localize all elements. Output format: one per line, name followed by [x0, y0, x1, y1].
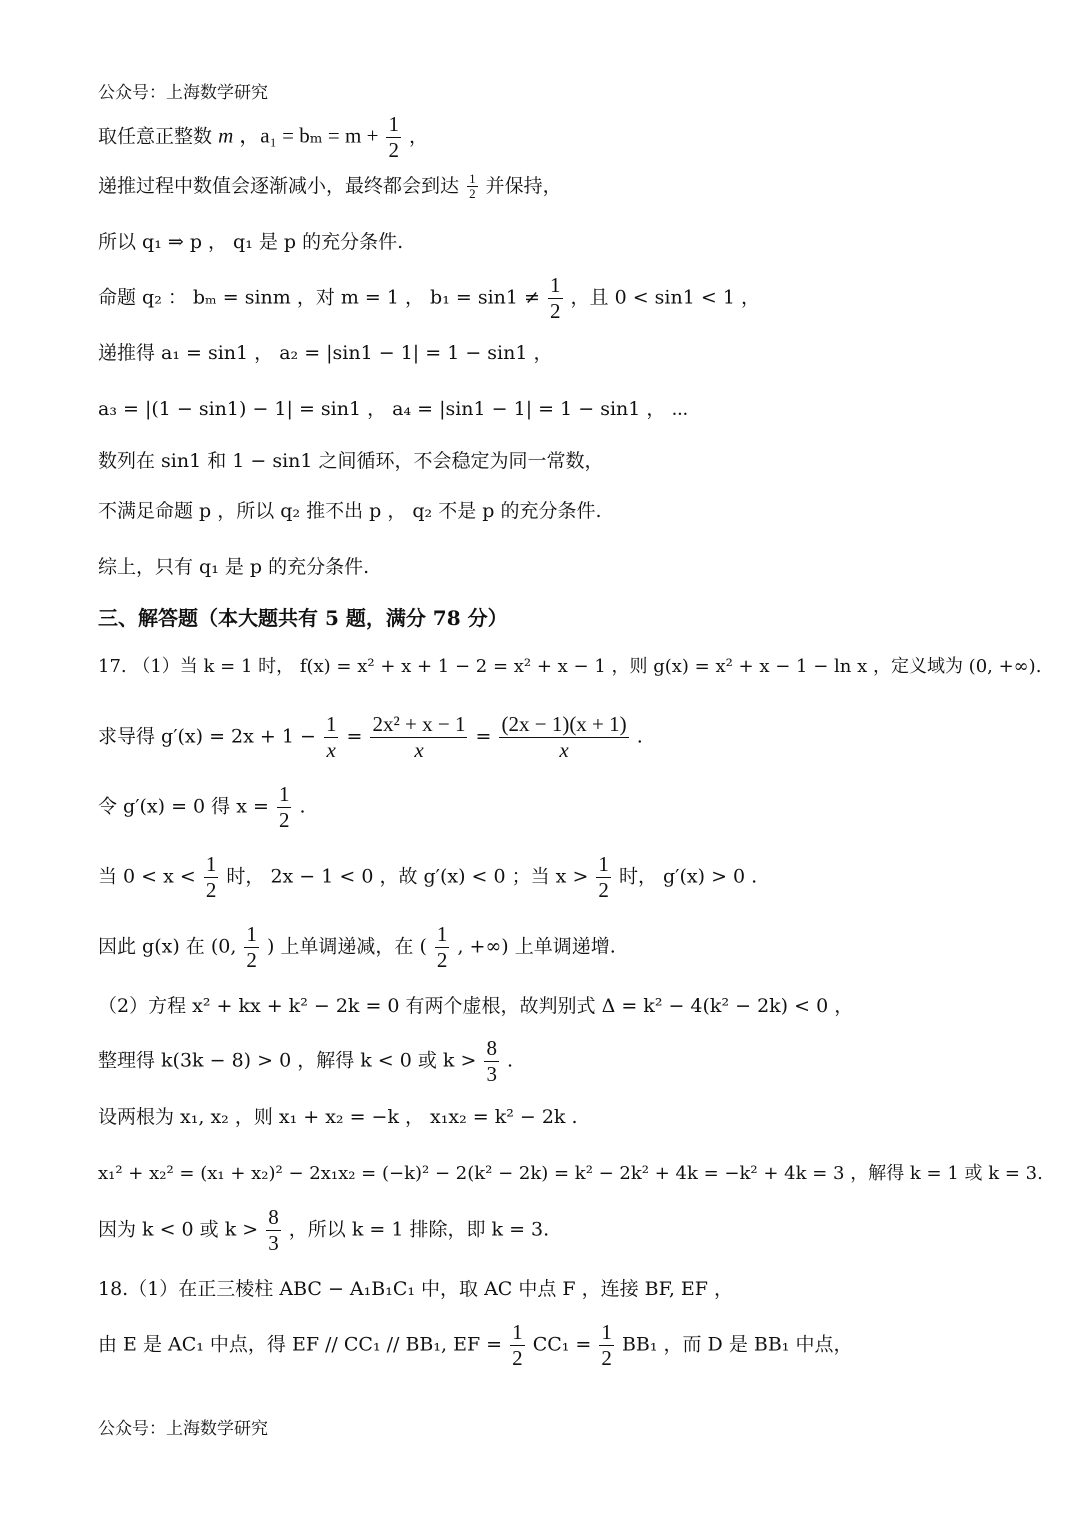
math-expr: 整理得 k(3k − 8) > 0 ，解得 k < 0 或 k >	[98, 1049, 477, 1072]
fraction	[599, 1320, 614, 1371]
solution-line: 递推得 a₁ = sin1 ， a₂ = |sin1 − 1| = 1 − sin1 ，	[98, 342, 553, 364]
math-var: m	[218, 123, 234, 148]
solution-line	[98, 1320, 852, 1371]
solution-line: 综上，只有 q₁ 是 p 的充分条件.	[98, 556, 370, 578]
denominator: 2	[469, 186, 476, 202]
solution-line: 设两根为 x₁, x₂ ，则 x₁ + x₂ = −k ， x₁x₂ = k² − 2k .	[98, 1106, 578, 1128]
solution-line	[98, 273, 760, 324]
solution-line: a₃ = |(1 − sin1) − 1| = sin1 ， a₄ = |sin1 − 1| = 1 − sin1 ， ⋯	[98, 398, 689, 420]
fraction	[266, 1205, 281, 1256]
denominator: 2	[205, 878, 217, 903]
numerator: 1	[596, 852, 611, 878]
solution-line: 17. （1）当 k = 1 时， f(x) = x² + x + 1 − 2 = x² + x − 1 ，则 g(x) = x² + x − 1 − ln x ，定义域为 (0, +∞).	[98, 656, 1042, 677]
numerator: 1	[386, 112, 401, 138]
solution-line	[98, 172, 562, 202]
solution-line: 18.（1）在正三棱柱 ABC − A₁B₁C₁ 中，取 AC 中点 F ，连接 BF, EF ，	[98, 1278, 734, 1300]
math-expr: 时， g′(x) > 0 .	[618, 865, 758, 888]
numerator: 1	[204, 852, 219, 878]
fraction	[386, 112, 401, 163]
text-run: .	[506, 1049, 514, 1072]
solution-line	[98, 1205, 549, 1256]
numerator: 1	[548, 273, 563, 299]
denominator: x	[559, 738, 569, 763]
fraction	[370, 712, 467, 763]
math-expr: BB₁ ，而 D 是 BB₁ 中点，	[621, 1333, 853, 1356]
fraction	[467, 172, 478, 202]
numerator: 8	[266, 1205, 281, 1231]
denominator: 2	[601, 1346, 612, 1371]
math-expr: 当 0 < x <	[98, 865, 196, 888]
math-expr: ) 上单调递减，在 (	[266, 935, 427, 958]
fraction	[548, 273, 563, 324]
math-expr: 时， 2x − 1 < 0 ，故 g′(x) < 0 ；当 x >	[226, 865, 589, 888]
solution-line	[98, 922, 616, 973]
numerator: 1	[277, 782, 292, 808]
denominator: 2	[246, 948, 257, 973]
fraction	[596, 852, 611, 903]
solution-line	[98, 112, 428, 163]
math-expr: 令 g′(x) = 0 得 x =	[98, 795, 269, 818]
math-expr: 由 E 是 AC₁ 中点，得 EF // CC₁ // BB₁, EF =	[98, 1333, 503, 1356]
denominator: x	[414, 738, 424, 763]
math-expr: ，a₁ = bₘ = m +	[239, 123, 379, 148]
denominator: x	[326, 738, 336, 763]
numerator: 1	[324, 712, 339, 738]
denominator: 2	[598, 878, 609, 903]
math-expr: 命题 q₂ ： bₘ = sinm ，对 m = 1 ， b₁ = sin1 ≠	[98, 286, 540, 309]
math-expr: , +∞) 上单调递增.	[457, 935, 616, 958]
fraction	[435, 922, 450, 973]
solution-line: （2）方程 x² + kx + k² − 2k = 0 有两个虚根，故判别式 Δ = k² − 4(k² − 2k) < 0 ，	[98, 995, 854, 1017]
text-run: 递推过程中数值会逐渐减小，最终都会到达	[98, 174, 460, 197]
solution-line: 数列在 sin1 和 1 − sin1 之间循环，不会稳定为同一常数，	[98, 450, 604, 472]
page-header: 公众号：上海数学研究	[98, 83, 268, 103]
text-run: 取任意正整数	[98, 125, 213, 148]
numerator: 1	[469, 171, 476, 186]
numerator: 1	[510, 1320, 525, 1346]
text-run: ，	[409, 125, 429, 148]
numerator: 1	[435, 922, 450, 948]
text-run: 并保持，	[485, 174, 562, 197]
math-expr: ，且 0 < sin1 < 1 ，	[570, 286, 760, 309]
page-footer: 公众号：上海数学研究	[98, 1419, 268, 1439]
denominator: 2	[550, 299, 561, 324]
denominator: 2	[436, 948, 448, 973]
math-expr: 求导得 g′(x) = 2x + 1 −	[98, 725, 316, 748]
solution-line	[98, 852, 757, 903]
denominator: 3	[268, 1231, 279, 1256]
solution-line	[98, 1036, 513, 1087]
denominator: 2	[388, 138, 399, 163]
denominator: 2	[512, 1346, 523, 1371]
fraction	[484, 1036, 499, 1087]
section-heading: 三、解答题（本大题共有 5 题，满分 78 分）	[98, 606, 508, 630]
solution-line	[98, 782, 306, 833]
math-expr: =	[475, 725, 492, 748]
math-expr: 因此 g(x) 在 (0,	[98, 935, 237, 958]
fraction	[244, 922, 259, 973]
solution-line: x₁² + x₂² = (x₁ + x₂)² − 2x₁x₂ = (−k)² − 2(k² − 2k) = k² − 2k² + 4k = −k² + 4k = 3 ，解得 k = 1 或 k = 3.	[98, 1163, 1043, 1184]
denominator: 2	[278, 808, 290, 833]
numerator: 1	[599, 1320, 614, 1346]
text-run: .	[636, 725, 643, 748]
math-expr: CC₁ =	[532, 1333, 592, 1356]
numerator: (2x − 1)(x + 1)	[499, 712, 628, 738]
solution-line: 所以 q₁ ⇒ p ， q₁ 是 p 的充分条件.	[98, 231, 404, 253]
fraction	[499, 712, 628, 763]
solution-line: 不满足命题 p ，所以 q₂ 推不出 p ， q₂ 不是 p 的充分条件.	[98, 500, 602, 522]
denominator: 3	[486, 1062, 497, 1087]
numerator: 8	[484, 1036, 499, 1062]
solution-line	[98, 712, 643, 763]
text-run: .	[299, 795, 306, 818]
math-expr: 因为 k < 0 或 k >	[98, 1218, 259, 1241]
math-expr: =	[346, 725, 363, 748]
numerator: 1	[244, 922, 259, 948]
fraction	[277, 782, 292, 833]
fraction	[510, 1320, 525, 1371]
math-expr: ，所以 k = 1 排除，即 k = 3.	[288, 1218, 550, 1241]
fraction	[324, 712, 339, 763]
numerator: 2x² + x − 1	[370, 712, 467, 738]
fraction	[204, 852, 219, 903]
